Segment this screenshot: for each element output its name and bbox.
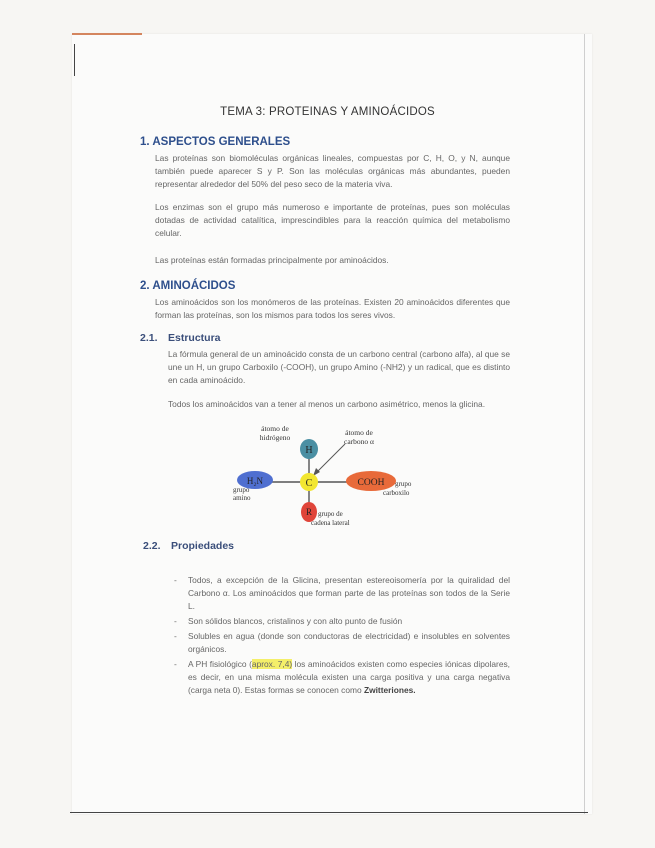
section-heading-aminoacidos: 2. AMINOÁCIDOS — [140, 280, 236, 292]
hydrogen-caption: átomo de — [261, 424, 289, 433]
paragraph: Los aminoácidos son los monómeros de las proteínas. Existen 20 aminoácidos diferentes que forman las proteínas, son los mismos para todos los seres vivos. — [155, 297, 510, 320]
page-edge-mark — [72, 33, 142, 35]
side-chain-caption: grupo de — [318, 510, 343, 518]
side-chain-label: R — [305, 507, 313, 517]
paragraph: Las proteínas están formadas principalmente por aminoácidos. — [155, 255, 389, 265]
hydrogen-label: H — [305, 445, 313, 456]
paragraph: La fórmula general de un aminoácido consta de un carbono central (carbono alfa), al que se une un H, un grupo Carboxilo (-COOH), un grupo Amino (-NH2) y un radical, que es distinto en cada aminoácido. — [168, 349, 510, 385]
list-item — [174, 658, 510, 697]
document-title: TEMA 3: PROTEINAS Y AMINOÁCIDOS — [220, 106, 435, 118]
section-heading-aspectos: 1. ASPECTOS GENERALES — [140, 136, 291, 148]
carboxyl-caption: grupo — [395, 480, 412, 488]
amino-caption: grupo — [233, 486, 250, 494]
carboxyl-caption: carboxilo — [383, 489, 410, 497]
list-item-text: los aminoácidos existen como especies iónicas dipolares, es decir, en una misma molécula existen una carga positiva y una carga negativa (carga neta 0). Estas formas se conocen como — [188, 659, 510, 695]
paragraph: Las proteínas son biomoléculas orgánicas lineales, compuestas por C, H, O, y N, aunque también puede aparecer S y P. Son las moléculas orgánicas más abundantes, pueden representar alrededor del 50% del peso seco de la materia viva. — [155, 153, 510, 189]
list-item: - Solubles en agua (donde son conductoras de electricidad) e insolubles en solventes orgánicos. — [174, 630, 510, 656]
subsection-heading-estructura — [140, 332, 221, 344]
page-edge — [70, 812, 588, 813]
list-item: - Todos, a excepción de la Glicina, presentan estereoisomería por la quiralidad del Carbono α. Los aminoácidos que forman parte de las proteínas son todos de la Serie L. — [174, 574, 510, 613]
subsection-title: Estructura — [168, 332, 221, 344]
amino-label: H₂N — [246, 476, 264, 486]
hydrogen-caption: hidrógeno — [259, 433, 291, 442]
list-item-text: A PH fisiológico ( — [188, 659, 252, 669]
page-edge — [584, 34, 585, 814]
carbon-label: C — [305, 478, 313, 489]
paragraph: Todos los aminoácidos van a tener al menos un carbono asimétrico, menos la glicina. — [168, 399, 486, 409]
subsection-number: 2.2. — [143, 540, 161, 552]
list-item: - Son sólidos blancos, cristalinos y con alto punto de fusión — [174, 615, 510, 628]
amino-acid-structure-diagram — [225, 418, 425, 534]
bold-term: Zwitteriones. — [363, 685, 416, 695]
carbon-caption: átomo de — [345, 428, 373, 437]
subsection-heading-propiedades — [143, 540, 234, 552]
subsection-number: 2.1. — [140, 332, 158, 344]
carboxyl-label: COOH — [357, 478, 385, 488]
highlighted-text: aprox. 7,4) — [251, 659, 293, 669]
properties-list — [174, 574, 510, 699]
side-chain-caption: cadena lateral — [311, 519, 350, 527]
subsection-title: Propiedades — [171, 540, 235, 552]
page-edge-mark — [74, 44, 75, 76]
paragraph: Los enzimas son el grupo más numeroso e importante de proteínas, pues son moléculas dotadas de actividad catalítica, imprescindibles para la reacción química del metabolismo celular. — [155, 202, 510, 238]
carbon-caption: carbono α — [344, 437, 374, 446]
amino-caption: amino — [233, 494, 251, 502]
